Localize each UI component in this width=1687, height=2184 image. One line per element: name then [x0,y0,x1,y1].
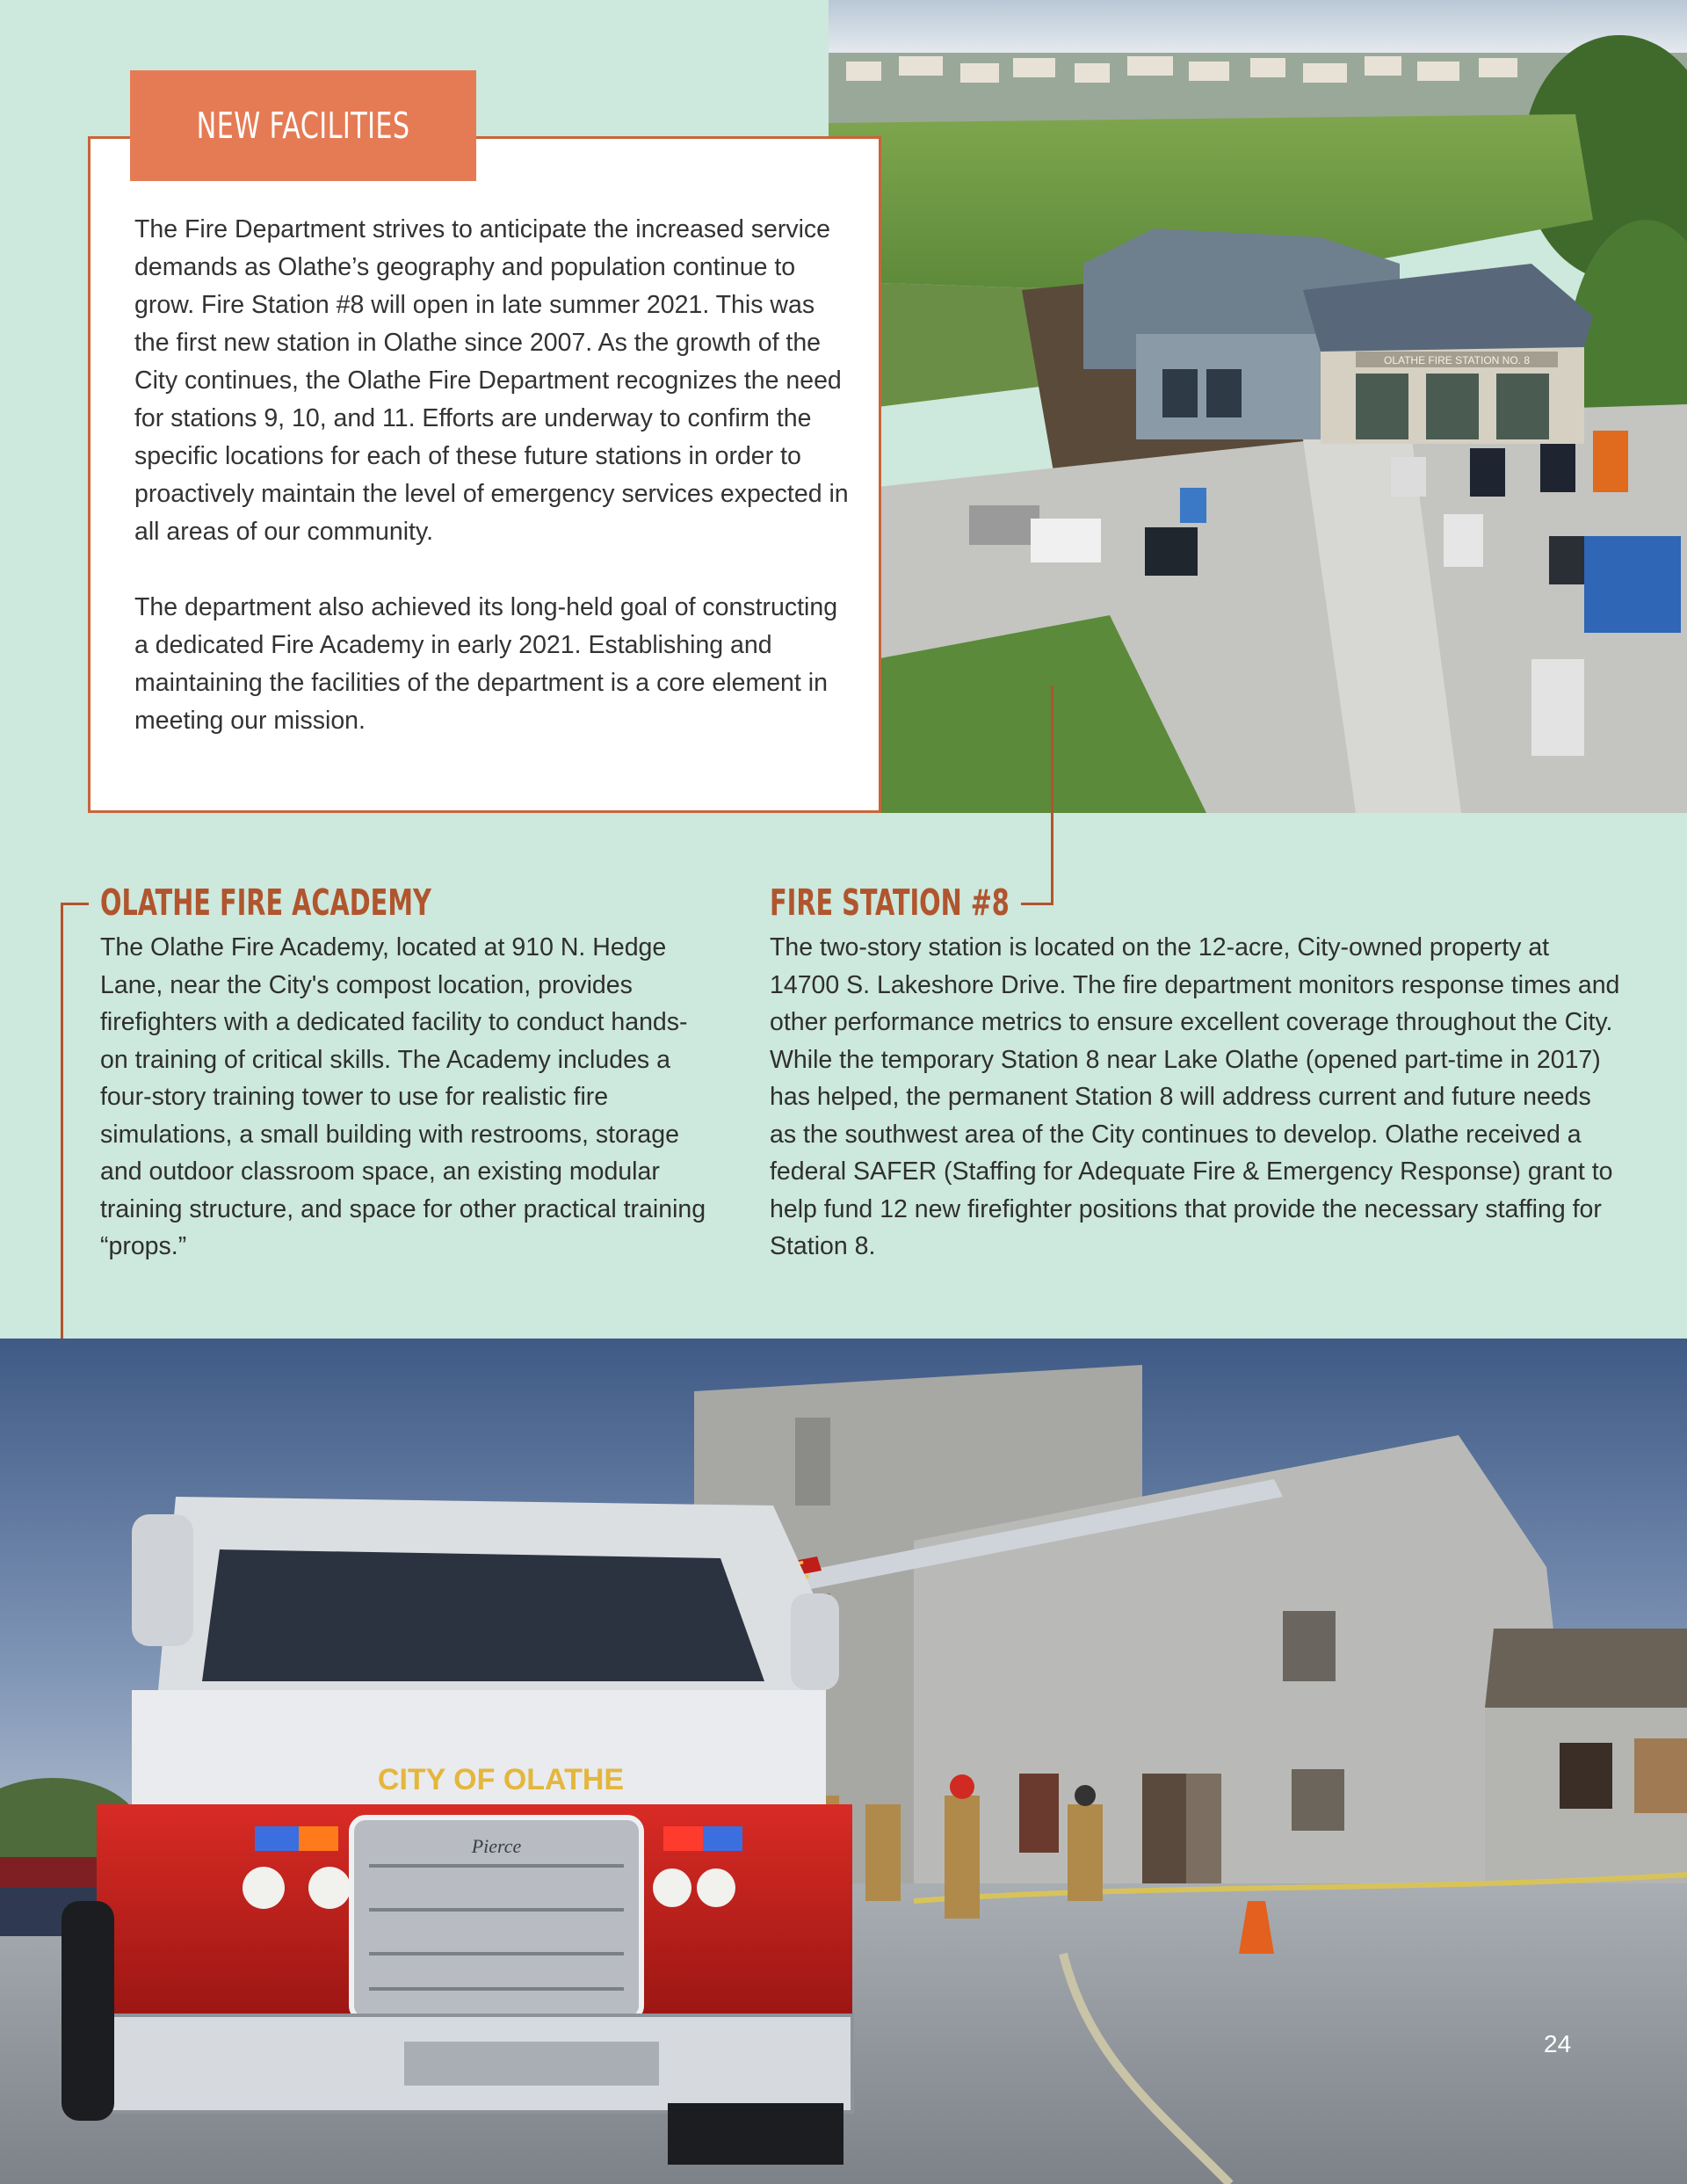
grille-badge-text: Pierce [471,1835,522,1857]
aerial-photo-illustration [829,0,1687,813]
truck-text: CITY OF OLATHE [377,1763,625,1796]
new-facilities-paragraph: The department also achieved its long-held goal of constructing a dedicated Fire Academy in early 2021. Establishing and maintaining the facilities of the department is a core element in meeting our mission. [134,593,838,735]
page-number: 24 [1544,2030,1572,2057]
station8-heading: FIRE STATION #8 [770,882,1010,924]
academy-heading: OLATHE FIRE ACADEMY [100,882,431,924]
station8-body: The two-story station is located on the 12-acre, City-owned property at 14700 S. Lakeshore Drive. The fire department monitors response times and other performance metrics to ensure excellent coverage throughout the City. While the temporary Station 8 near Lake Olathe (opened part-time in 2017) has helped, the permanent Station 8 will address current and future needs as the southwest area of the City continues to develop. Olathe received a federal SAFER (Staffing for Adequate Fire & Emergency Response) grant to help fund 12 new firefighter positions that provide the necessary staffing for Station 8. [770,933,1620,1260]
academy-body: The Olathe Fire Academy, located at 910 N. Hedge Lane, near the City's compost location, provides firefighters with a dedicated facility to conduct hands-on training of critical skills. The Academy includes a four-story training tower to use for realistic fire simulations, a small building with restrooms, storage and outdoor classroom space, an existing modular training structure, and space for other practical training “props.” [100,933,706,1260]
academy-connector-horizontal [61,903,89,905]
academy-connector-vertical [61,903,63,1395]
station-sign-text: OLATHE FIRE STATION NO. 8 [1383,354,1531,366]
new-facilities-paragraph: The Fire Department strives to anticipate the increased service demands as Olathe’s geography and population continue to grow. Fire Station #8 will open in late summer 2021. This was the first new station in Olathe since 2007. As the growth of the City continues, the Olathe Fire Department recognizes the need for stations 9, 10, and 11. Efforts are underway to confirm the specific locations for each of these future stations in order to proactively maintain the level of emergency services expected in all areas of our community. [134,215,849,546]
truck-photo-illustration [0,1339,1687,2184]
new-facilities-heading-tag [130,70,476,181]
fire-station-8-aerial-photo [829,0,1687,813]
station8-connector-horizontal [1021,903,1053,905]
new-facilities-heading: NEW FACILITIES [196,105,410,147]
fire-academy-truck-photo [0,1339,1687,2184]
station8-connector-vertical [1051,686,1053,905]
new-facilities-text [134,211,851,740]
